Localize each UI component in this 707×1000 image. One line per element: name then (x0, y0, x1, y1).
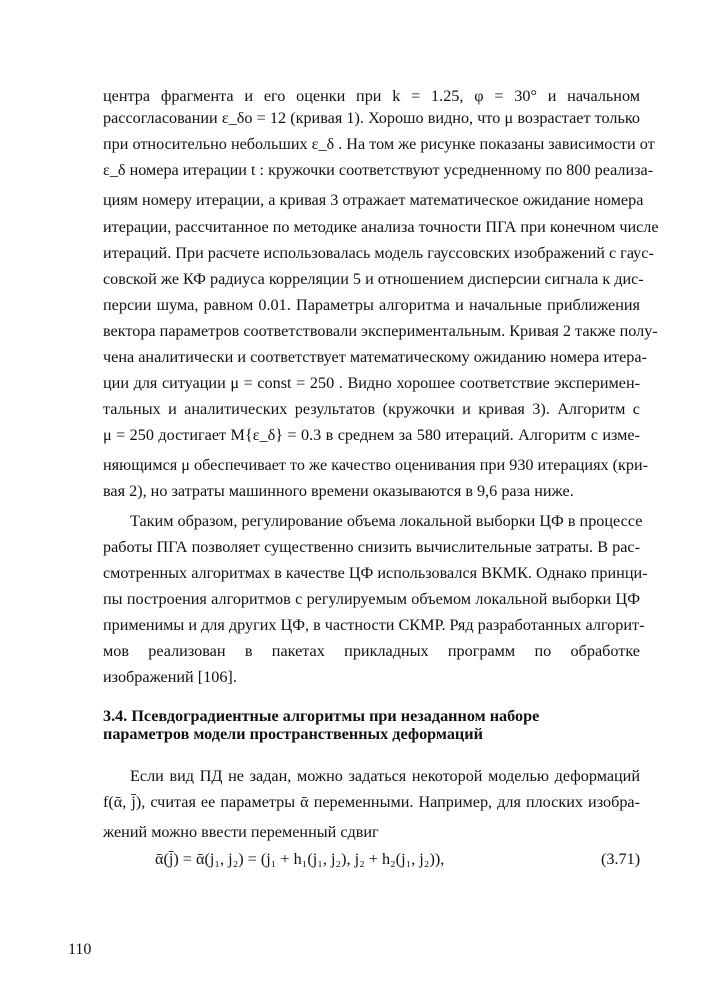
text-line: f(ᾱ, j̄), считая ее параметры ᾱ переменными. Например, для плоских изобра- (103, 793, 640, 811)
text-line: рассогласовании ε_δo = 12 (кривая 1). Хорошо видно, что μ возрастает только (103, 109, 640, 127)
equation: ᾱ(j̄) = ᾱ(j₁, j₂) = (j₁ + h₁(j₁, j₂), j₂ + h₂(j₁, j₂)), (155, 850, 445, 868)
text-line: вектора параметров соответствовали экспериментальным. Кривая 2 также полу- (103, 322, 658, 340)
text-line: вая 2), но затраты машинного времени оказываются в 9,6 раза ниже. (103, 482, 574, 500)
text-line: ции для ситуации μ = const = 250 . Видно хорошее соответствие эксперимен- (103, 374, 640, 392)
equation-number: (3.71) (601, 850, 641, 868)
heading-line: параметров модели пространственных деформаций (103, 725, 483, 743)
text-line: мов реализован в пакетах прикладных программ по обработке (103, 642, 640, 660)
text-line: итерации, рассчитанное по методике анализа точности ПГА при конечном числе (103, 218, 659, 236)
text-line: Если вид ПД не задан, можно задаться некоторой моделью деформаций (130, 767, 640, 785)
text-line: пы построения алгоритмов с регулируемым объемом локальной выборки ЦФ (103, 590, 640, 608)
text-line: ε_δ номера итерации t : кружочки соответствуют усредненному по 800 реализа- (103, 161, 654, 179)
text-line: работы ПГА позволяет существенно снизить вычислительные затраты. В рас- (103, 538, 640, 556)
text-line: циям номеру итерации, а кривая 3 отражает математическое ожидание номера (103, 191, 644, 209)
text-line: при относительно небольших ε_δ . На том же рисунке показаны зависимости от (103, 135, 655, 153)
text-line: жений можно ввести переменный сдвиг (103, 823, 379, 841)
page-number: 110 (68, 941, 92, 958)
text-line: смотренных алгоритмах в качестве ЦФ использовался ВКМК. Однако принци- (103, 564, 648, 582)
text-line: применимы и для других ЦФ, в частности СКМР. Ряд разработанных алгорит- (103, 616, 645, 634)
text-line: чена аналитически и соответствует математическому ожиданию номера итера- (103, 348, 647, 366)
text-line: совской же КФ радиуса корреляции 5 и отношением дисперсии сигнала к дис- (103, 270, 644, 288)
text-line: Таким образом, регулирование объема локальной выборки ЦФ в процессе (130, 512, 643, 530)
heading-line: 3.4. Псевдоградиентные алгоритмы при незаданном наборе (103, 707, 540, 725)
text-line: μ = 250 достигает M{ε_δ} = 0.3 в среднем за 580 итераций. Алгоритм с изме- (103, 426, 640, 444)
text-line: няющимся μ обеспечивает то же качество оценивания при 930 итерациях (кри- (103, 456, 649, 474)
text-line: итераций. При расчете использовалась модель гауссовских изображений с гаус- (103, 244, 654, 262)
text-line: центра фрагмента и его оценки при k = 1.25, φ = 30° и начальном (103, 87, 640, 105)
text-line: тальных и аналитических результатов (кружочки и кривая 3). Алгоритм с (103, 400, 640, 418)
text-line: изображений [106]. (103, 668, 237, 686)
text-line: персии шума, равном 0.01. Параметры алгоритма и начальные приближения (103, 296, 640, 314)
